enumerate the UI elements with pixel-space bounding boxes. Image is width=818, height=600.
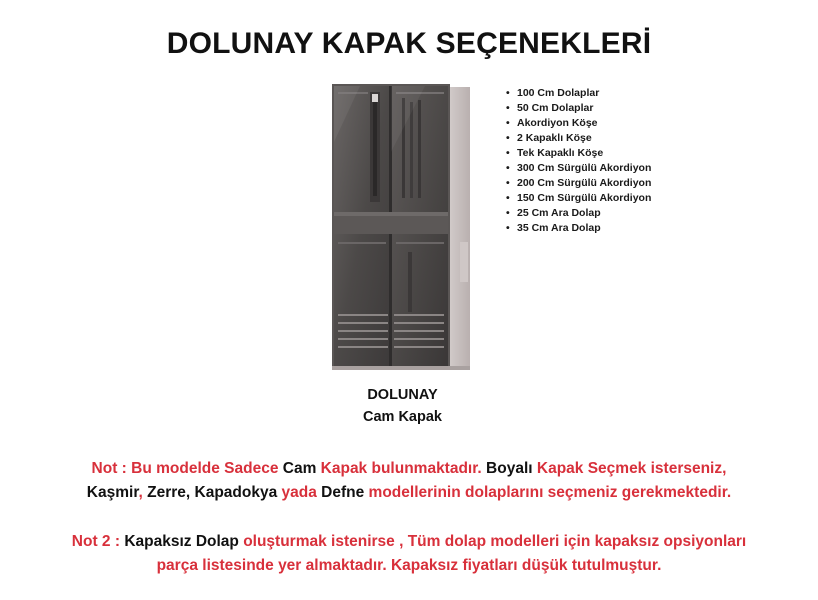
note-segment: Cam	[282, 460, 321, 477]
bullet-icon: •	[506, 207, 510, 219]
list-item: • 150 Cm Sürgülü Akordiyon	[506, 192, 652, 204]
list-item: • 300 Cm Sürgülü Akordiyon	[506, 162, 652, 174]
note-segment: modellerinin dolaplarını seçmeniz gerekmektedir.	[368, 484, 732, 501]
list-item: • 25 Cm Ara Dolap	[506, 207, 601, 219]
note-segment: yada	[281, 484, 322, 501]
note-segment: Boyalı	[486, 460, 537, 477]
list-item: • 200 Cm Sürgülü Akordiyon	[506, 177, 652, 189]
note-segment: parça listesinde yer almaktadır. Kapaksız fiyatları düşük tutulmuştur.	[156, 557, 662, 574]
note-2-line-1	[0, 530, 818, 554]
note-2-line-2	[0, 554, 818, 578]
note-segment: Defne	[321, 484, 369, 501]
list-item: • Akordiyon Köşe	[506, 117, 598, 129]
list-item: • 35 Cm Ara Dolap	[506, 222, 601, 234]
note-segment: Not 2 :	[71, 533, 125, 550]
bullet-icon: •	[506, 132, 510, 144]
bullet-icon: •	[506, 222, 510, 234]
bullet-icon: •	[506, 177, 510, 189]
note-1-line-1	[0, 457, 818, 481]
note-1	[0, 457, 818, 505]
note-segment: Kaşmir	[86, 484, 139, 501]
list-item: • 100 Cm Dolaplar	[506, 87, 600, 99]
bullet-icon: •	[506, 87, 510, 99]
bullet-icon: •	[506, 192, 510, 204]
model-name: DOLUNAY	[367, 387, 438, 403]
bullet-icon: •	[506, 102, 510, 114]
page-title: DOLUNAY KAPAK SEÇENEKLERİ	[166, 27, 652, 60]
note-segment: Not : Bu modelde Sadece	[91, 460, 283, 477]
note-segment: Kapak bulunmaktadır.	[320, 460, 487, 477]
list-item: • Tek Kapaklı Köşe	[506, 147, 604, 159]
bullet-icon: •	[506, 147, 510, 159]
bullet-icon: •	[506, 162, 510, 174]
note-segment: ,	[138, 484, 148, 501]
model-options-list	[506, 86, 651, 236]
door-type: Cam Kapak	[363, 409, 442, 425]
note-segment: oluşturmak istenirse , Tüm dolap modelleri için kapaksız opsiyonları	[243, 533, 747, 550]
note-segment: Kapaksız Dolap	[124, 533, 244, 550]
note-segment: Kapak Seçmek isterseniz,	[536, 460, 727, 477]
wardrobe-image	[330, 82, 475, 372]
note-1-line-2	[0, 481, 818, 505]
note-segment: Zerre, Kapadokya	[147, 484, 282, 501]
note-2	[0, 530, 818, 578]
bullet-icon: •	[506, 117, 510, 129]
glass-door-wardrobe-picture	[330, 82, 475, 372]
list-item: • 2 Kapaklı Köşe	[506, 132, 592, 144]
list-item: • 50 Cm Dolaplar	[506, 102, 594, 114]
